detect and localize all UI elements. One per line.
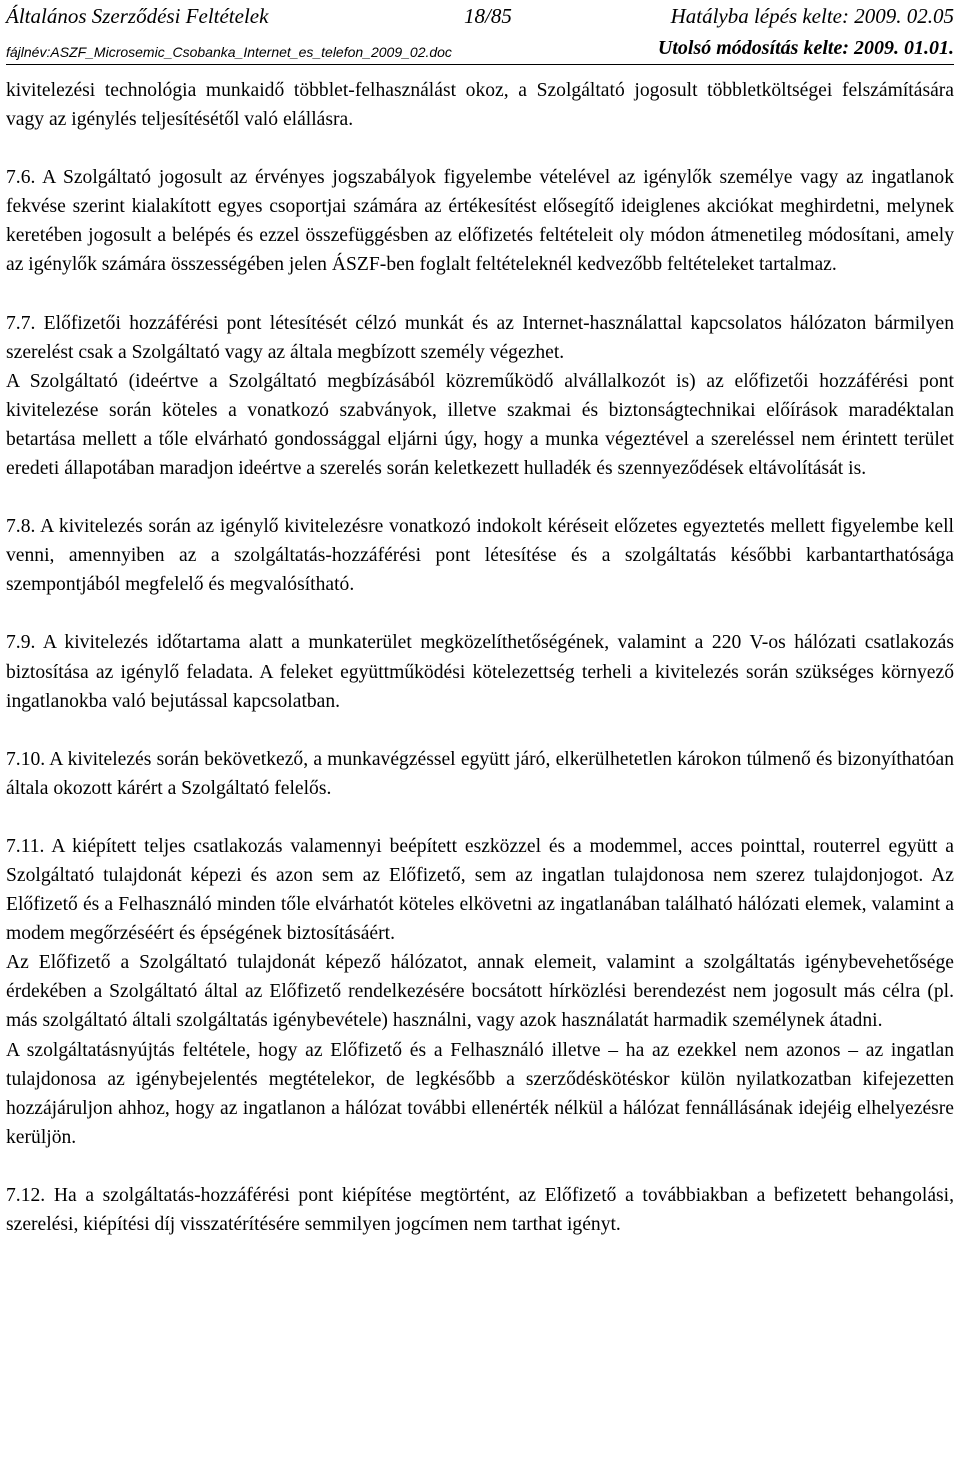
paragraph-7-9: 7.9. A kivitelezés időtartama alatt a munkaterület megközelíthetőségének, valamint a 220 V-os hálózati csatlakozás biztosítása az igénylő feladata. A feleket együttműködési kötelezettség terheli a kivitelezés során szükséges környező ingatlanokba való bejutással kapcsolatban. bbox=[6, 632, 954, 712]
page-number: 18/85 bbox=[464, 4, 512, 28]
header-rule bbox=[6, 64, 954, 65]
paragraph-7-6: 7.6. A Szolgáltató jogosult az érvényes jogszabályok figyelembe vételével az igénylők személye vagy az ingatlanok fekvése szerint kialakított egyes csoportjai számára az értékesítést elősegítő ideiglenes akciókat meghirdetni, melynek keretében jogosult a belépés és ezzel összefüggésben az előfizetés feltételeit oly módon átmenetileg módosítani, amely az igénylők számára összességében jelen ÁSZF-ben foglalt feltételeknél kedvezőbb feltételeket tartalmaz. bbox=[6, 167, 954, 276]
paragraph-7-11: 7.11. A kiépített teljes csatlakozás valamennyi beépített eszközzel és a modemmel, acces pointtal, routerrel együtt a Szolgáltató tulajdonát képezi és azon sem az Előfizető, sem az ingatlan tulajdonosa nem szerez tulajdonjogot. Az Előfizető és a Felhasználó minden tőle elvárhatót köteles elkövetni az ingatlanában található hálózati elemek, valamint a modem megőrzéséért és épségének biztosításáért. bbox=[6, 835, 954, 945]
document-body bbox=[6, 76, 954, 1239]
paragraph-7-7-b: A Szolgáltató (ideértve a Szolgáltató megbízásából közreműködő alvállalkozót is) az előfizetői hozzáférési pont kivitelezése során köteles a vonatkozó szabványok, illetve szakmai és biztonságtechnikai előírások maradéktalan betartása mellett a tőle elvárható gondossággal eljárni úgy, hogy a munka végeztével a szereléssel nem érintett terület eredeti állapotában maradjon ideértve a szerelés során keletkezett hulladék és szennyeződések eltávolítását is. bbox=[6, 370, 954, 480]
modified-date: Utolsó módosítás kelte: 2009. 01.01. bbox=[657, 37, 954, 59]
header-row-bottom bbox=[6, 34, 954, 60]
paragraph-7-10: 7.10. A kivitelezés során bekövetkező, a munkavégzéssel együtt járó, elkerülhetetlen károkon túlmenő és bizonyíthatóan általa okozott kárért a Szolgáltató felelős. bbox=[6, 748, 954, 799]
document-title: Általános Szerződési Feltételek bbox=[6, 4, 269, 28]
paragraph-7-11-b: Az Előfizető a Szolgáltató tulajdonát képező hálózatot, annak elemeit, valamint a szolgáltatás igénybevehetősége érdekében a Szolgáltató által az Előfizető rendelkezésére bocsátott hírközlési berendezést nem jogosult más célra (pl. más szolgáltató általi szolgáltatás igénybevétele) használni, vagy azok használatát harmadik személynek átadni. bbox=[6, 952, 954, 1032]
header-row-top bbox=[6, 4, 954, 34]
paragraph-7-11-c: A szolgáltatásnyújtás feltétele, hogy az Előfizető és a Felhasználó illetve – ha az ezekkel nem azonos – az ingatlan tulajdonosa az igénybejelentés megtételekor, de legkésőbb a szerződéskötéskor külön nyilatkozatban kifejezetten hozzájáruljon ahhoz, hogy az ingatlanon a hálózat további ellenérték nélkül a hálózat fennállásának idejéig elhelyezésre kerüljön. bbox=[6, 1039, 954, 1148]
paragraph-7-7: 7.7. Előfizetői hozzáférési pont létesítését célzó munkát és az Internet-használattal kapcsolatos hálózaton bármilyen szerelést csak a Szolgáltató vagy az általa megbízott személy végezhet. bbox=[6, 312, 954, 363]
effective-date: Hatályba lépés kelte: 2009. 02.05 bbox=[670, 4, 954, 28]
paragraph-7-5-continuation: kivitelezési technológia munkaidő többlet-felhasználást okoz, a Szolgáltató jogosult többletköltségei felszámítására vagy az igénylés teljesítésétől való elállásra. bbox=[6, 80, 954, 131]
paragraph-7-12: 7.12. Ha a szolgáltatás-hozzáférési pont kiépítése megtörtént, az Előfizető a továbbiakban a befizetett behangolási, szerelési, kiépítési díj visszatérítésére semmilyen jogcímen nem tarthat igényt. bbox=[6, 1184, 954, 1235]
paragraph-7-8: 7.8. A kivitelezés során az igénylő kivitelezésre vonatkozó indokolt kéréseit előzetes egyeztetés mellett figyelembe kell venni, amennyiben az a szolgáltatás-hozzáférési pont létesítése és a szolgáltatás későbbi karbantarthatósága szempontjából megfelelő és megvalósítható. bbox=[6, 516, 954, 596]
file-name: fájlnév:ASZF_Microsemic_Csobanka_Internet_es_telefon_2009_02.doc bbox=[6, 44, 452, 60]
page-header bbox=[6, 4, 954, 66]
